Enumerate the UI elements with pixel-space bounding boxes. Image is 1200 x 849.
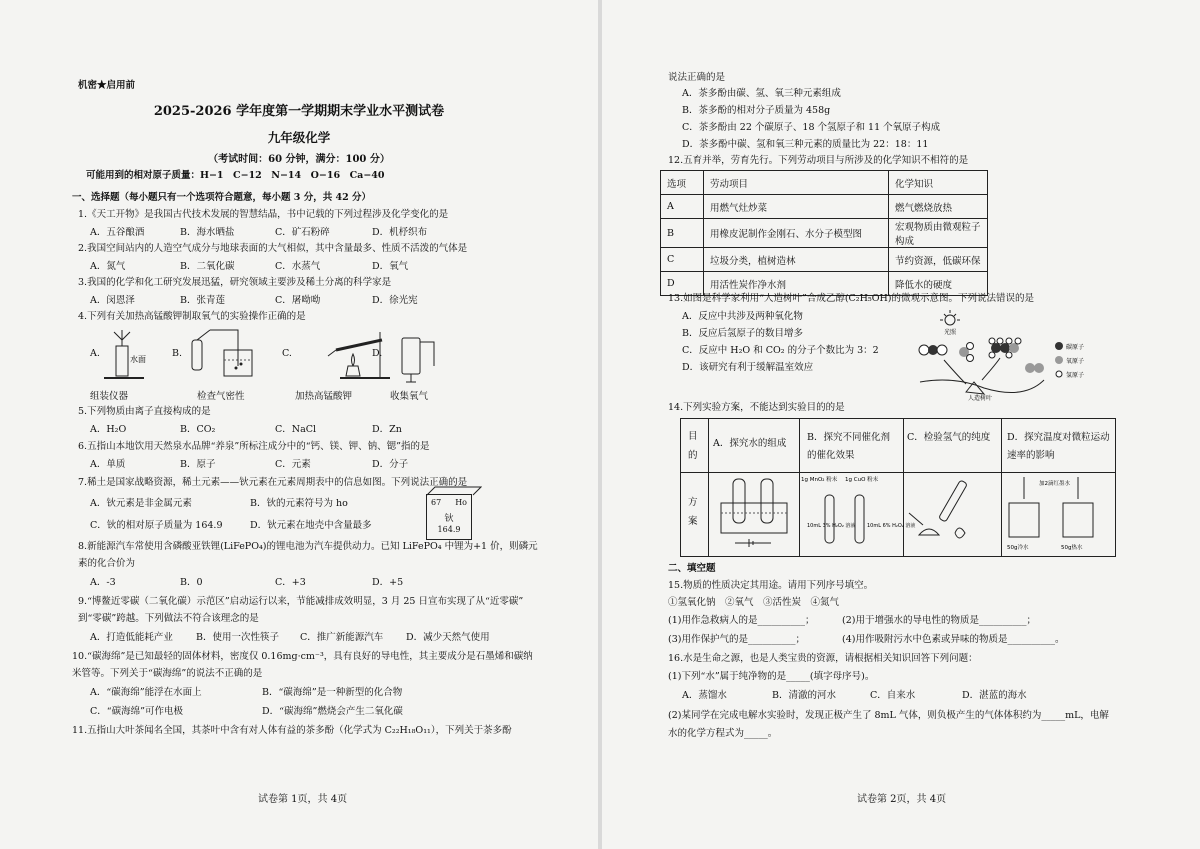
atomic-mass-line: 可能用到的相对原子质量：H−1 C−12 N−14 O−16 Ca−40 <box>86 170 385 181</box>
atomic-number: 67 <box>431 498 442 507</box>
q4-stem: 4.下列有关加热高锰酸钾制取氧气的实验操作正确的是 <box>78 311 306 322</box>
airtightness-check-drawing <box>192 330 252 376</box>
exam-title: 2025-2026 学年度第一学期期末学业水平测试卷 <box>153 104 445 119</box>
oxygen-molecule-icon <box>1025 363 1044 373</box>
q12-row-option: B <box>661 219 704 248</box>
q16-sub-2: (2)某同学在完成电解水实验时，发现正极产生了 8mL 气体，则负极产生的气体体积约为_____mL，电解 <box>668 710 1109 721</box>
q14-purpose-a: A．探究水的组成 <box>713 438 787 449</box>
q5-stem: 5.下列物质由离子直接构成的是 <box>78 406 211 417</box>
q15-options: ①氢氧化钠 ②氧气 ③活性炭 ④氮气 <box>668 597 840 608</box>
exam-page-2 <box>602 0 1200 849</box>
q15-sub-4: (4)用作吸附污水中色素或异味的物质是__________。 <box>842 634 1065 645</box>
q1-option-d: D．机杼织布 <box>372 227 428 238</box>
q4-caption-c: 加热高锰酸钾 <box>295 391 353 402</box>
q8-option-a: A．-3 <box>90 577 116 588</box>
q11-option-b: B．茶多酚的相对分子质量为 458g <box>682 105 831 116</box>
gas-collection-drawing <box>402 338 434 382</box>
exam-page-1 <box>0 0 598 849</box>
q4-caption-b: 检查气密性 <box>197 391 245 402</box>
hydrogen-test-apparatus <box>909 480 967 538</box>
element-name: 钬 <box>444 514 454 524</box>
ethanol-molecule-icon <box>989 338 1021 358</box>
q6-option-d: D．分子 <box>372 459 409 470</box>
q10-option-b: B．“碳海绵”是一种新型的化合物 <box>262 687 403 698</box>
q13-option-a: A．反应中共涉及两种氧化物 <box>682 311 803 322</box>
q12-row-option: A <box>661 195 704 219</box>
q12-row-task: 用燃气灶炒菜 <box>704 195 889 219</box>
section-2-heading: 二、填空题 <box>668 563 716 574</box>
cuo-label: 1g CuO 粉末 <box>845 477 879 483</box>
q14-purpose-d: D．探究温度对微粒运动速率的影响 <box>1007 432 1110 461</box>
h2o2-6-label: 10mL 6% H₂O₂ 溶液 <box>867 523 916 529</box>
q9-option-a: A．打造低能耗产业 <box>90 632 173 643</box>
q10-option-a: A．“碳海绵”能浮在水面上 <box>90 687 202 698</box>
q14-purpose-c: C．检验氢气的纯度 <box>907 432 991 443</box>
q3-stem: 3.我国的化学和化工研究发展迅猛，研究领域主要涉及稀土分离的科学家是 <box>78 277 392 288</box>
carbon-legend-label: 碳原子 <box>1066 344 1085 351</box>
q4-caption-a: 组装仪器 <box>90 391 129 402</box>
periodic-table-cell <box>426 494 472 540</box>
q4-option-b: B. <box>172 348 183 359</box>
water-surface-label: 水面 <box>130 355 146 364</box>
q12-row-knowledge: 燃气燃烧放热 <box>889 195 988 219</box>
q11-stem: 11.五指山大叶茶闻名全国，其茶叶中含有对人体有益的茶多酚（化学式为 C₂₂H₁₈O₁₁），下列关于茶多酚 <box>72 725 512 736</box>
leaf-label: 人造树叶 <box>968 395 993 402</box>
q4-option-d: D. <box>372 348 383 359</box>
q9-option-b: B．使用一次性筷子 <box>196 632 279 643</box>
q15-stem: 15.物质的性质决定其用途。请用下列序号填空。 <box>668 580 874 591</box>
q15-sub-3: (3)用作保护气的是__________； <box>668 634 805 645</box>
q12-row-task: 用活性炭作净水剂 <box>704 272 889 296</box>
page-1-footer: 试卷第 1页，共 4页 <box>258 794 348 805</box>
q15-sub-2: (2)用于增强水的导电性的物质是__________； <box>842 615 1036 626</box>
q2-option-a: A．氮气 <box>90 261 126 272</box>
carbon-legend-icon <box>1055 342 1063 350</box>
q9-stem: 9.“博鳌近零碳（二氧化碳）示范区”启动运行以来，节能减排成效明显，3 月 25 日宣布实现了从“近零碳” <box>78 596 524 607</box>
q3-option-c: C．屠呦呦 <box>275 295 321 306</box>
q1-stem: 1.《天工开物》是我国古代技术发展的智慧结晶，书中记载的下列过程涉及化学变化的是 <box>78 209 449 220</box>
q2-option-b: B．二氧化碳 <box>180 261 235 272</box>
q8-option-b: B．0 <box>180 577 203 588</box>
q8-option-c: C．+3 <box>275 577 306 588</box>
hydrogen-legend-label: 氢原子 <box>1066 372 1085 379</box>
q16-option-b: B．清澈的河水 <box>772 690 836 701</box>
q16-sub-1: (1)下列“水”属于纯净物的是_____(填字母序号)。 <box>668 671 875 682</box>
sun-label: 光照 <box>944 329 957 336</box>
section-1-heading: 一、选择题（每小题只有一个选项符合题意，每小题 3 分，共 42 分） <box>72 192 372 203</box>
q13-option-d: D．该研究有利于缓解温室效应 <box>682 362 814 373</box>
q5-option-c: C．NaCl <box>275 424 317 435</box>
q12-row-knowledge: 宏观物质由微观粒子构成 <box>889 219 988 248</box>
q12-header-row <box>661 171 988 195</box>
element-symbol: Ho <box>455 498 467 507</box>
q10-option-c: C．“碳海绵”可作电极 <box>90 706 183 717</box>
q7-option-d: D．钬元素在地壳中含量最多 <box>250 520 372 531</box>
q6-option-c: C．元素 <box>275 459 311 470</box>
q6-option-b: B．原子 <box>180 459 216 470</box>
q16-sub-3: 水的化学方程式为_____。 <box>668 728 778 739</box>
q6-stem: 6.五指山本地饮用天然泉水品牌“养泉”所标注成分中的“钙、镁、钾、钠、锶”指的是 <box>78 441 430 452</box>
diffusion-apparatus <box>1007 477 1093 551</box>
q8-option-d: D．+5 <box>372 577 404 588</box>
q11-option-c: C．茶多酚由 22 个碳原子、18 个氢原子和 11 个氧原子构成 <box>682 122 941 133</box>
q5-option-a: A．H₂O <box>90 424 127 435</box>
q2-option-c: C．水蒸气 <box>275 261 321 272</box>
q15-sub-1: (1)用作急救病人的是__________； <box>668 615 815 626</box>
hydrogen-legend-icon <box>1056 371 1062 377</box>
cell-3d-edge <box>426 486 482 496</box>
q1-option-a: A．五谷酿酒 <box>90 227 145 238</box>
q12-header-option: 选项 <box>661 171 704 195</box>
q14-apparatus-drawings <box>709 473 1115 555</box>
q14-stem: 14.下列实验方案，不能达到实验目的的是 <box>668 402 845 413</box>
exam-subject: 九年级化学 <box>267 130 331 145</box>
q4-option-c: C. <box>282 348 292 359</box>
q9-option-d: D．减少天然气使用 <box>406 632 490 643</box>
q12-row-knowledge: 节约资源，低碳环保 <box>889 248 988 272</box>
artificial-leaf-diagram <box>914 310 1104 402</box>
q3-option-b: B．张青莲 <box>180 295 225 306</box>
q3-option-a: A．闵恩泽 <box>90 295 135 306</box>
q12-row-knowledge: 降低水的硬度 <box>889 272 988 296</box>
oxygen-legend-label: 氧原子 <box>1066 358 1085 365</box>
exam-info: （考试时间：60 分钟，满分：100 分） <box>208 154 390 165</box>
water-molecule-icon <box>959 343 974 362</box>
q13-option-c: C．反应中 H₂O 和 CO₂ 的分子个数比为 3：2 <box>682 345 879 356</box>
assemble-apparatus-drawing <box>104 330 146 378</box>
red-ink-label: 加2滴红墨水 <box>1039 481 1070 487</box>
q11-option-d: D．茶多酚中碳、氢和氧三种元素的质量比为 22：18：11 <box>682 139 929 150</box>
q12-row-option: D <box>661 272 704 296</box>
table-row <box>661 272 988 296</box>
q1-option-b: B．海水晒盐 <box>180 227 235 238</box>
q2-stem: 2.我国空间站内的人造空气成分与地球表面的大气相似，其中含量最多、性质不活泼的气体是 <box>78 243 468 254</box>
q16-stem: 16.水是生命之源，也是人类宝贵的资源，请根据相关知识回答下列问题： <box>668 653 978 664</box>
catalyst-apparatus <box>801 475 915 543</box>
q16-option-c: C．自来水 <box>870 690 916 701</box>
q11-option-a: A．茶多酚由碳、氢、氧三种元素组成 <box>682 88 841 99</box>
page-2-footer: 试卷第 2页，共 4页 <box>857 794 947 805</box>
leaf-icon <box>966 382 984 394</box>
q7-option-c: C．钬的相对原子质量为 164.9 <box>90 520 223 531</box>
q9-stem-cont: 到“零碳”跨越。下列做法不符合该理念的是 <box>78 613 259 624</box>
q4-option-a: A. <box>90 348 100 359</box>
cold-water-label: 50g冷水 <box>1007 545 1029 551</box>
q12-table <box>660 170 988 296</box>
q10-stem: 10.“碳海绵”是已知最轻的固体材料，密度仅 0.16mg·cm⁻³，具有良好的导电性，其主要成分是石墨烯和碳纳 <box>72 651 533 662</box>
table-row <box>661 248 988 272</box>
h2o2-3-label: 10mL 3% H₂O₂ 溶液 <box>807 523 856 529</box>
q4-caption-d: 收集氧气 <box>390 391 429 402</box>
table-row <box>661 219 988 248</box>
q13-option-b: B．反应后氢原子的数目增多 <box>682 328 803 339</box>
q12-stem: 12.五育并举，劳育先行。下列劳动项目与所涉及的化学知识不相符的是 <box>668 155 969 166</box>
q8-stem-cont: 素的化合价为 <box>78 558 136 569</box>
q16-option-a: A．蒸馏水 <box>682 690 727 701</box>
q16-option-d: D．湛蓝的海水 <box>962 690 1027 701</box>
q12-row-task: 垃圾分类，植树造林 <box>704 248 889 272</box>
table-row <box>661 195 988 219</box>
q13-stem: 13.如图是科学家利用“人造树叶”合成乙醇(C₂H₅OH)的微观示意图。下列说法错误的是 <box>668 293 1034 304</box>
atomic-mass: 164.9 <box>437 525 461 534</box>
mno2-label: 1g MnO₂ 粉末 <box>801 477 838 483</box>
q2-option-d: D．氧气 <box>372 261 409 272</box>
q5-option-b: B．CO₂ <box>180 424 216 435</box>
q12-header-task: 劳动项目 <box>704 171 889 195</box>
q6-option-a: A．单质 <box>90 459 126 470</box>
q14-purpose-b: B．探究不同催化剂的催化效果 <box>807 432 890 461</box>
q14-table <box>680 418 1116 557</box>
q12-row-option: C <box>661 248 704 272</box>
hot-water-label: 50g热水 <box>1061 545 1083 551</box>
co2-molecule-icon <box>919 345 947 355</box>
q5-option-d: D．Zn <box>372 424 402 435</box>
q1-option-c: C．矿石粉碎 <box>275 227 330 238</box>
q14-purpose-head: 目的 <box>688 431 698 461</box>
q7-option-b: B．钬的元素符号为 ho <box>250 498 348 509</box>
q7-option-a: A．钬元素是非金属元素 <box>90 498 192 509</box>
heating-drawing <box>328 332 390 378</box>
oxygen-legend-icon <box>1055 356 1063 364</box>
q11-stem-cont: 说法正确的是 <box>668 72 726 83</box>
q10-option-d: D．“碳海绵”燃烧会产生二氧化碳 <box>262 706 403 717</box>
q14-plan-head: 方案 <box>688 497 698 527</box>
q8-stem: 8.新能源汽车常使用含磷酸亚铁锂(LiFePO₄)的锂电池为汽车提供动力。已知 LiFePO₄ 中锂为+1 价，则磷元 <box>78 541 538 552</box>
confidential-label: 机密★启用前 <box>78 80 136 91</box>
q9-option-c: C．推广新能源汽车 <box>300 632 384 643</box>
q12-row-task: 用橡皮泥制作金刚石、水分子模型图 <box>704 219 889 248</box>
electrolysis-apparatus <box>721 479 787 547</box>
q10-stem-cont: 米管等。下列关于“碳海绵”的说法不正确的是 <box>72 668 263 679</box>
q4-apparatus-drawings <box>100 326 460 386</box>
q7-stem: 7.稀土是国家战略资源，稀土元素——钬元素在元素周期表中的信息如图。下列说法正确的是 <box>78 477 468 488</box>
sun-icon <box>945 315 955 325</box>
q3-option-d: D．徐光宪 <box>372 295 418 306</box>
q12-header-knowledge: 化学知识 <box>889 171 988 195</box>
